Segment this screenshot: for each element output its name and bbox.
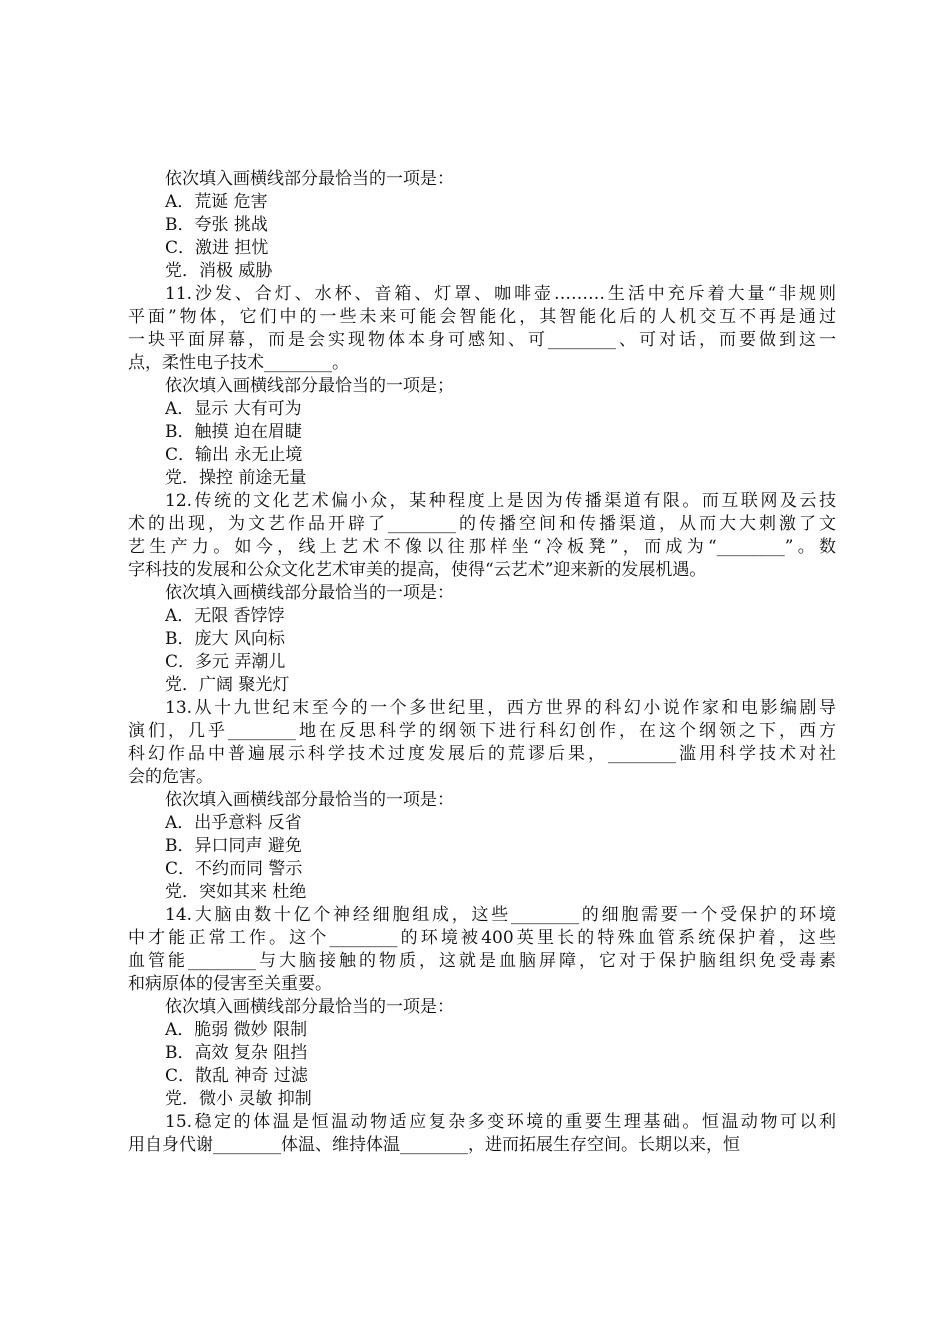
answer-option: C．多元 弄潮儿 xyxy=(165,652,286,672)
question-stem-line: 14.大脑由数十亿个神经细胞组成，这些________的细胞需要一个受保护的环境 xyxy=(165,905,836,925)
answer-option: B．异口同声 避免 xyxy=(165,836,302,856)
question-stem-line: 11.沙发、合灯、水杯、音箱、灯罩、咖啡壶………生活中充斥着大量“非规则 xyxy=(165,284,836,304)
question-stem-line: 会的危害。 xyxy=(128,767,213,787)
answer-option: A．显示 大有可为 xyxy=(165,399,302,419)
answer-option: 党．消极 威胁 xyxy=(165,261,273,281)
question-stem-line: 和病原体的侵害至关重要。 xyxy=(128,974,332,994)
answer-option: C．散乱 神奇 过滤 xyxy=(165,1066,308,1086)
question-stem-line: 点，柔性电子技术________。 xyxy=(128,353,349,373)
answer-option: A．脆弱 微妙 限制 xyxy=(165,1020,308,1040)
answer-option: 党．突如其来 杜绝 xyxy=(165,882,307,902)
answer-option: 党．微小 灵敏 抑制 xyxy=(165,1089,312,1109)
question-stem-line: 艺生产力。如今，线上艺术不像以往那样坐“冷板凳”，而成为“________”。数 xyxy=(128,537,836,557)
answer-option: C．不约而同 警示 xyxy=(165,859,303,879)
question-stem-line: 科幻作品中普遍展示科学技术过度发展后的荒谬后果，________滥用科学技术对社 xyxy=(128,744,836,764)
answer-option: B．夸张 挑战 xyxy=(165,215,268,235)
question-stem-line: 平面”物体，它们中的一些未来可能会智能化，其智能化后的人机交互不再是通过 xyxy=(128,307,836,327)
answer-option: A．荒诞 危害 xyxy=(165,192,268,212)
question-prompt: 依次填入画横线部分最恰当的一项是： xyxy=(165,169,454,189)
question-stem-line: 用自身代谢________体温、维持体温________，进而拓展生存空间。长期以来，恒 xyxy=(128,1135,740,1155)
answer-option: C．输出 永无止境 xyxy=(165,445,303,465)
question-stem-line: 中才能正常工作。这个________的环境被400英里长的特殊血管系统保护着，这些 xyxy=(128,928,836,948)
answer-option: A．出乎意料 反省 xyxy=(165,813,302,833)
answer-option: 党．操控 前途无量 xyxy=(165,468,307,488)
question-prompt: 依次填入画横线部分最恰当的一项是： xyxy=(165,583,454,603)
answer-option: B．高效 复杂 阻挡 xyxy=(165,1043,308,1063)
question-prompt: 依次填入画横线部分最恰当的一项是： xyxy=(165,790,454,810)
question-stem-line: 术的出现，为文艺作品开辟了________的传播空间和传播渠道，从而大大刺激了文 xyxy=(128,514,836,534)
question-stem-line: 血管能________与大脑接触的物质，这就是血脑屏障，它对于保护脑组织免受毒素 xyxy=(128,951,836,971)
answer-option: 党．广阔 聚光灯 xyxy=(165,675,290,695)
document-body xyxy=(128,168,836,1157)
question-stem-line: 一块平面屏幕，而是会实现物体本身可感知、可________、可对话，而要做到这一 xyxy=(128,330,836,350)
question-prompt: 依次填入画横线部分最恰当的一项是； xyxy=(165,376,454,396)
question-stem-line: 字科技的发展和公众文化艺术审美的提高，使得“云艺术”迎来新的发展机遇。 xyxy=(128,560,707,580)
answer-option: B．庞大 风向标 xyxy=(165,629,285,649)
answer-option: C．激进 担忧 xyxy=(165,238,269,258)
question-stem-line: 13.从十九世纪末至今的一个多世纪里，西方世界的科幻小说作家和电影编剧导 xyxy=(165,698,836,718)
question-stem-line: 演们，几乎________地在反思科学的纲领下进行科幻创作，在这个纲领之下，西方 xyxy=(128,721,836,741)
question-stem-line: 12.传统的文化艺术偏小众，某种程度上是因为传播渠道有限。而互联网及云技 xyxy=(165,491,836,511)
answer-option: B．触摸 迫在眉睫 xyxy=(165,422,302,442)
question-stem-line: 15.稳定的体温是恒温动物适应复杂多变环境的重要生理基础。恒温动物可以利 xyxy=(165,1112,836,1132)
question-prompt: 依次填入画横线部分最恰当的一项是： xyxy=(165,997,454,1017)
answer-option: A．无限 香饽饽 xyxy=(165,606,285,626)
